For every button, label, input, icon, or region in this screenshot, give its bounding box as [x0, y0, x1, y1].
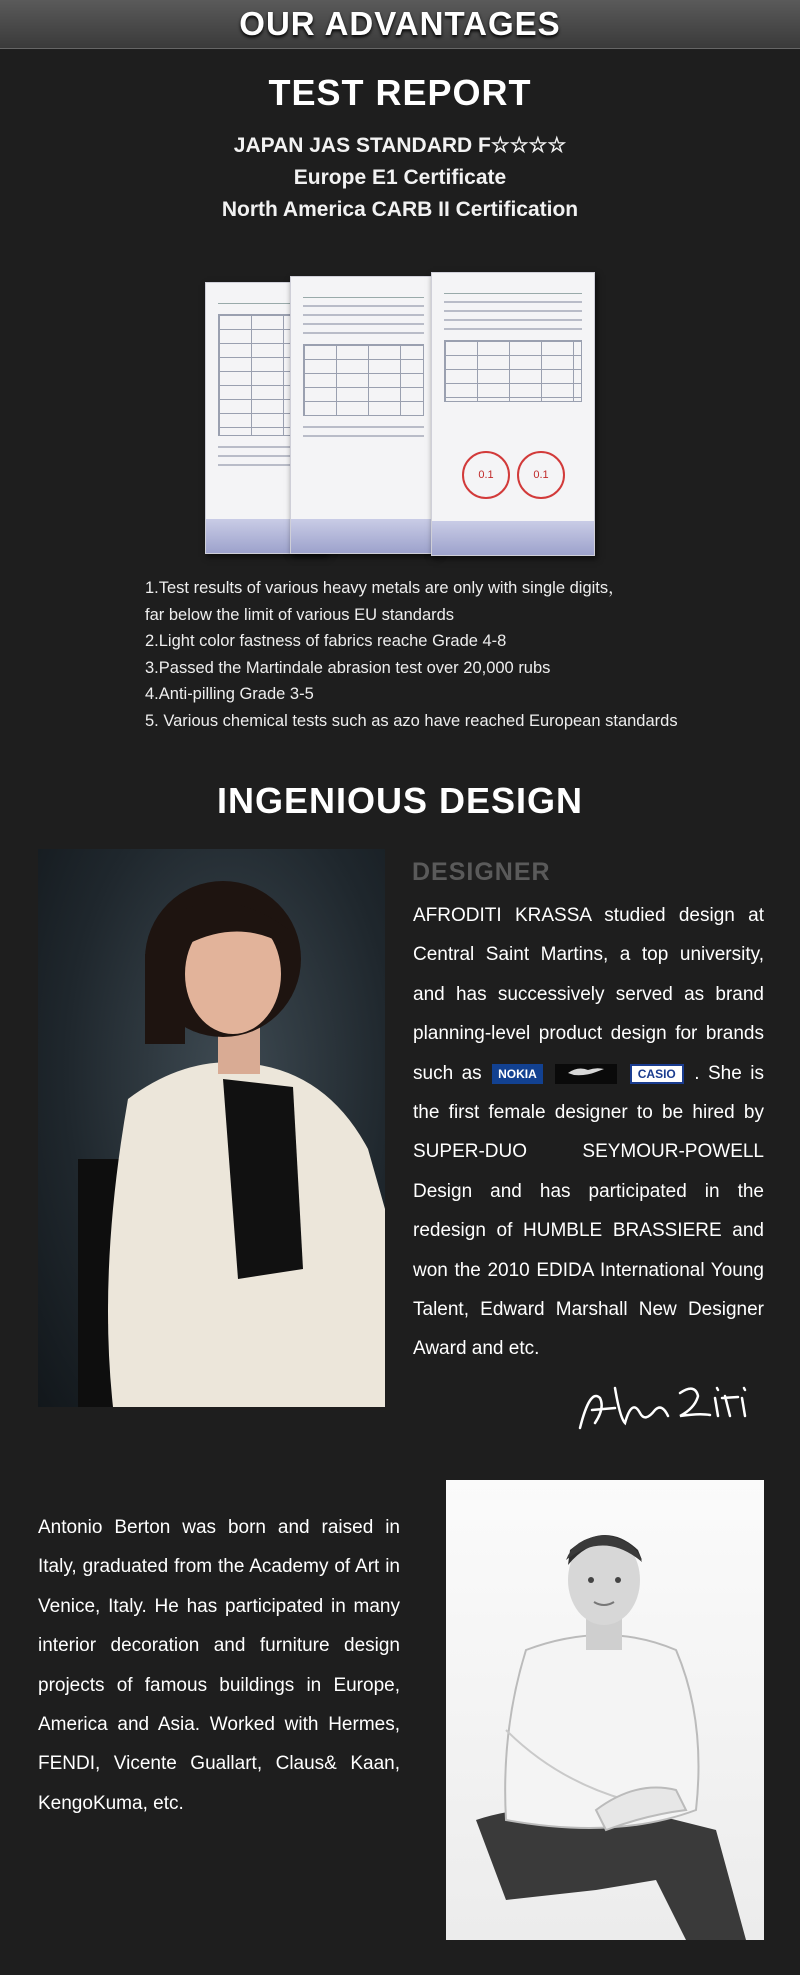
banner-title: OUR ADVANTAGES	[239, 5, 561, 42]
result-item: 1.Test results of various heavy metals are only with single digits，	[145, 579, 625, 597]
bio-text-part1: AFRODITI KRASSA studied design at Central Saint Martins, a top university, and has successively served as brand planning-level product design for brands such as	[413, 905, 764, 1084]
ingenious-design-heading	[0, 780, 800, 822]
designer-signature-image	[570, 1368, 760, 1448]
bio-text-part2: . She is the first female designer to be hired by SUPER-DUO SEYMOUR-POWELL Design and has participated in the redesign of HUMBLE BRASSIERE and won the 2010 EDIDA International Young Talent, Edward Marshall New Designer Award and etc.	[413, 1062, 764, 1360]
red-stamp-icon: 0.1	[517, 451, 565, 499]
standards-list	[0, 130, 800, 226]
result-item: 2.Light color fastness of fabrics reache Grade 4-8	[145, 632, 507, 650]
top-banner	[0, 0, 800, 49]
designer-label: DESIGNER	[412, 858, 551, 886]
report-document-3	[431, 272, 595, 556]
designer-afroditi-bio	[413, 896, 764, 1369]
test-report-heading	[0, 72, 800, 114]
nokia-logo: NOKIA	[492, 1064, 543, 1084]
designer-antonio-bio: Antonio Berton was born and raised in Italy, graduated from the Academy of Art in Venice, Italy. He has participated in many interior decoration and furniture design projects of famous buildings in Europe, America and Asia. Worked with Hermes, FENDI, Vicente Guallart, Claus& Kaan, KengoKuma, etc.	[38, 1517, 400, 1814]
jaguar-logo-icon	[555, 1064, 617, 1084]
ingenious-design-title: INGENIOUS DESIGN	[216, 780, 584, 821]
result-item: 4.Anti-pilling Grade 3-5	[145, 685, 314, 703]
report-document-2	[290, 276, 437, 554]
standard-carb: North America CARB II Certification	[221, 198, 579, 221]
result-item: 3.Passed the Martindale abrasion test over 20,000 rubs	[145, 658, 551, 677]
test-report-documents-image	[205, 272, 600, 562]
standard-e1: Europe E1 Certificate	[293, 166, 507, 189]
test-results-list	[145, 575, 745, 734]
standard-jas: JAPAN JAS STANDARD F☆☆☆☆	[233, 134, 567, 157]
designer-photo-antonio	[446, 1480, 764, 1940]
test-report-title: TEST REPORT	[268, 72, 532, 113]
result-item: 5. Various chemical tests such as azo have reached European standards	[145, 711, 678, 730]
designer-photo-afroditi	[38, 849, 385, 1407]
result-item: far below the limit of various EU standards	[145, 605, 455, 624]
casio-logo: CASIO	[630, 1064, 684, 1084]
red-stamp-icon: 0.1	[462, 451, 510, 499]
